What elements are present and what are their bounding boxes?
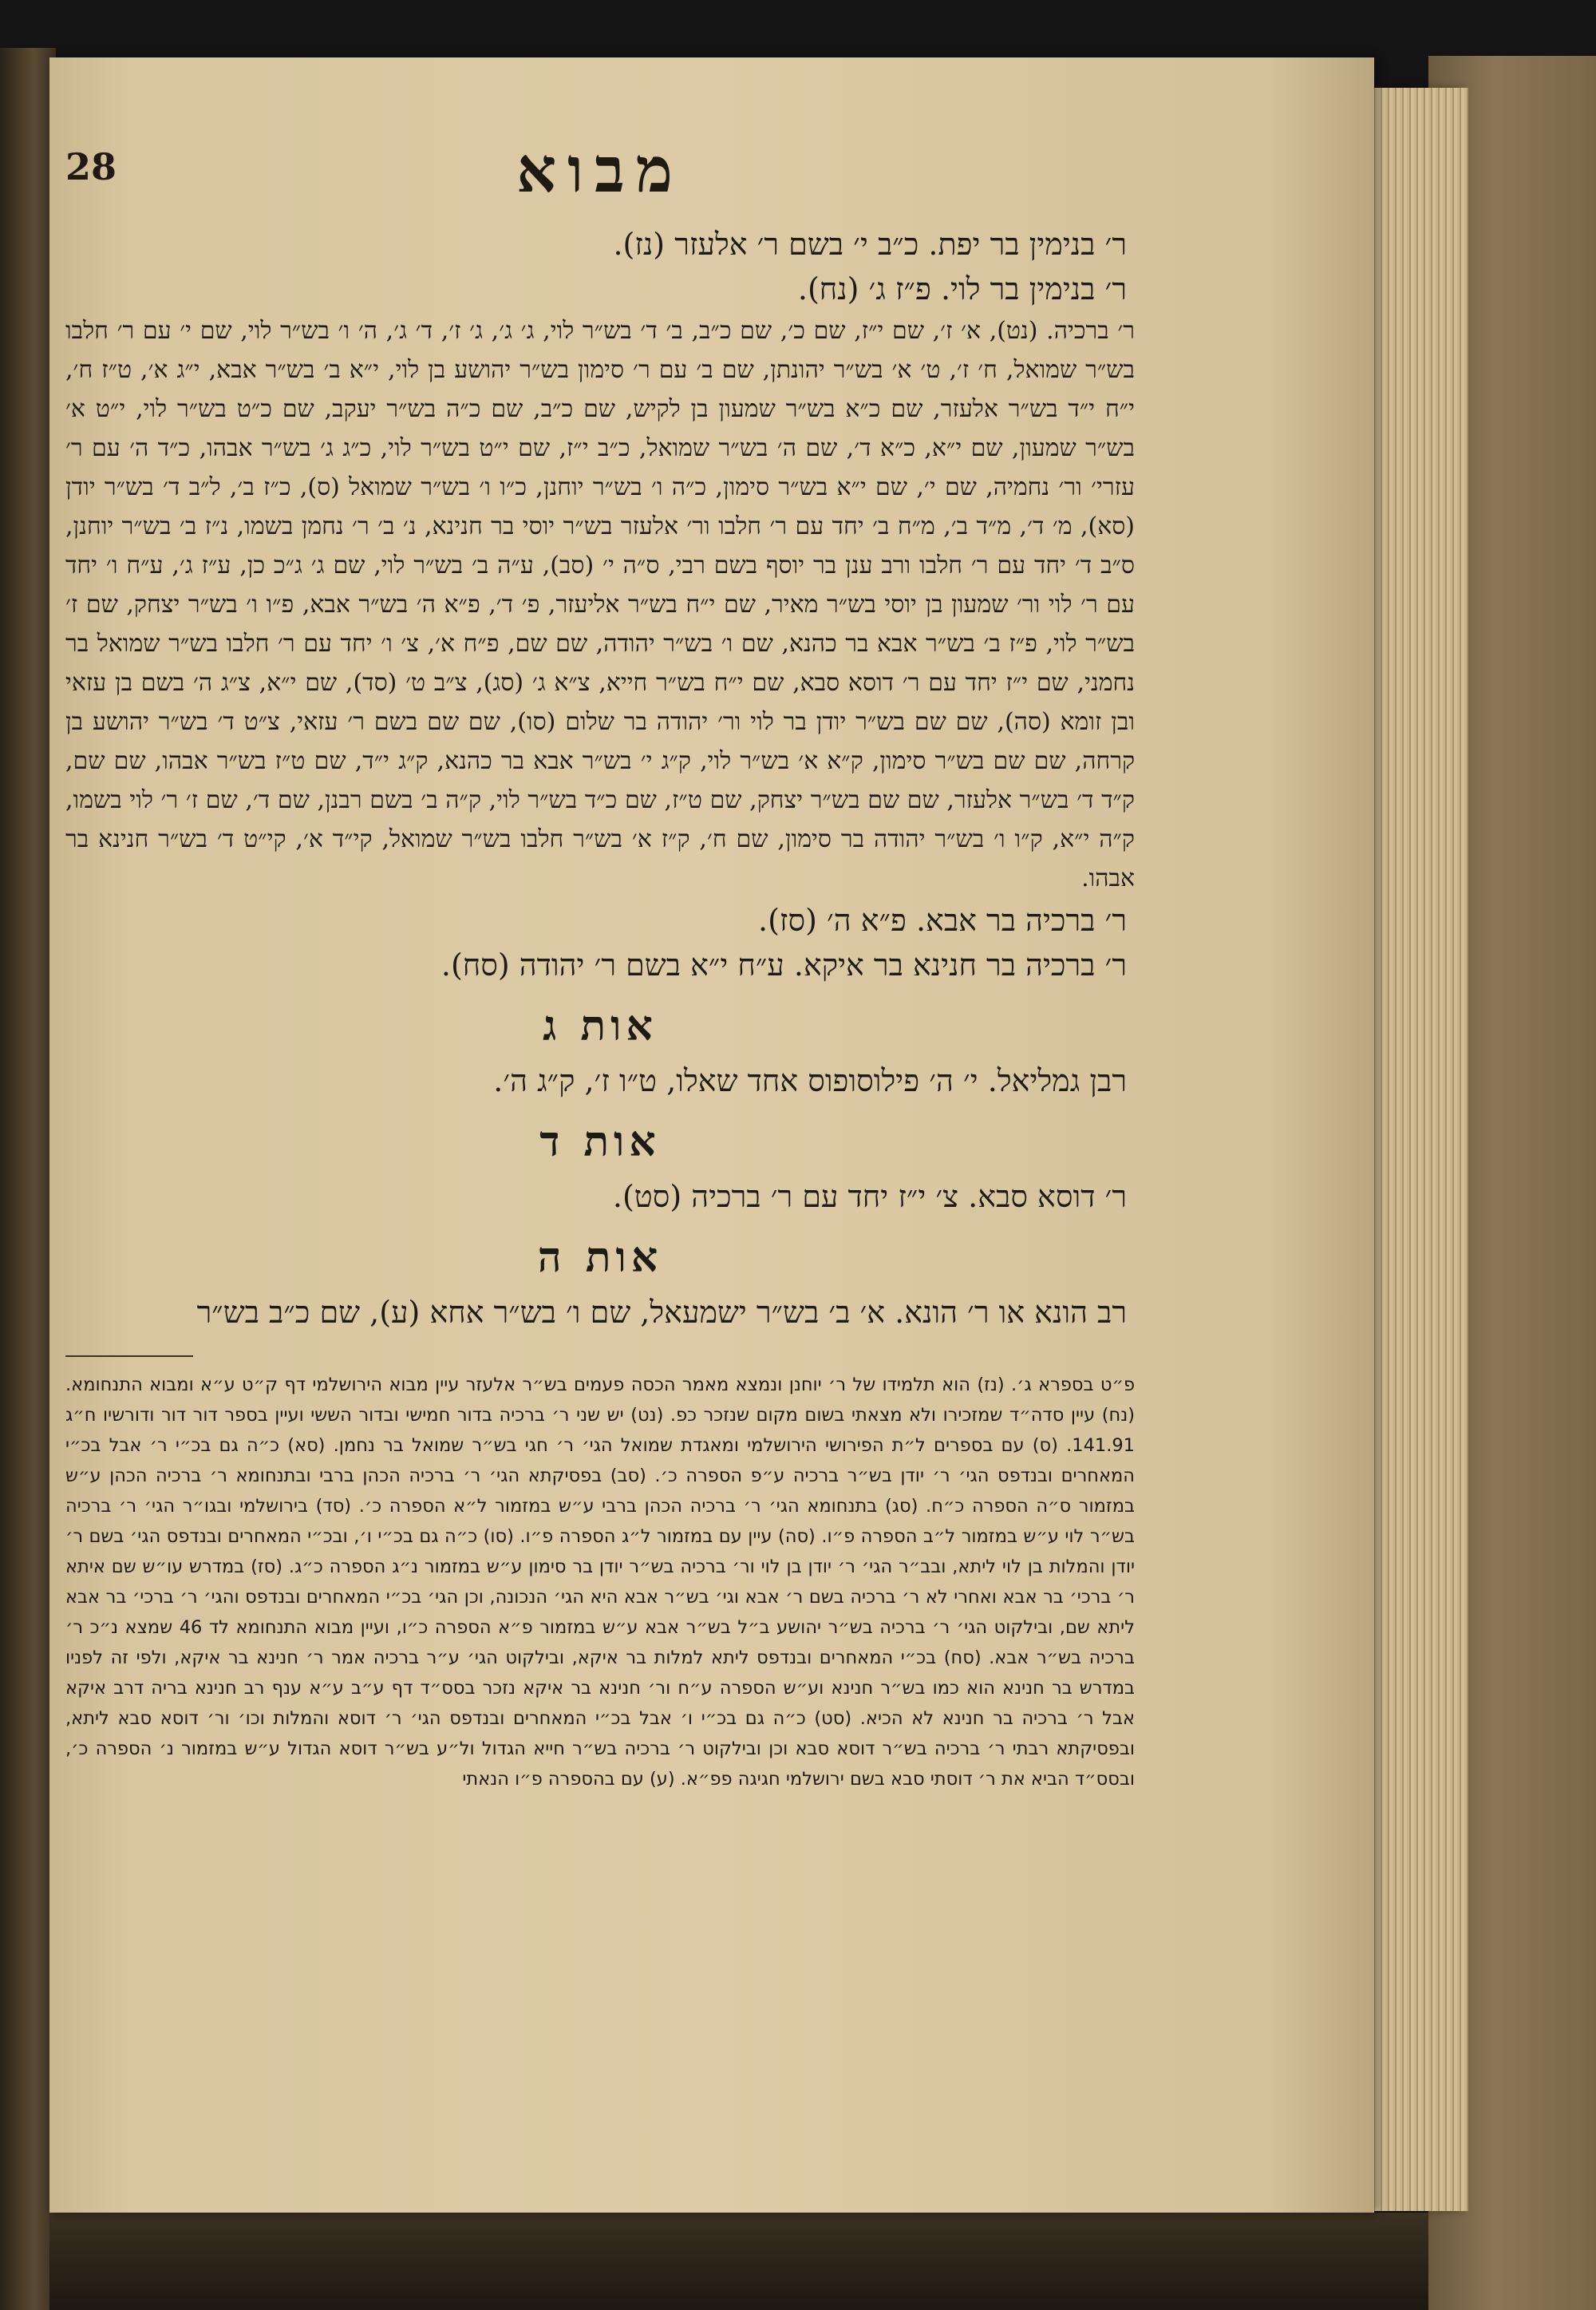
entry-line: ר׳ בנימין בר יפת. כ״ב י׳ בשם ר׳ אלעזר (נז). bbox=[613, 227, 1127, 262]
entry-line: רבן גמליאל. י׳ ה׳ פילוסופוס אחד שאלו, ט״ו ז׳, ק״ג ה׳. bbox=[493, 1063, 1127, 1098]
entry-berekhia: ר׳ ברכיה. (נט), א׳ ז׳, שם י״ז, שם כ׳, שם כ״ב, ב׳ ד׳ בש״ר לוי, ג׳ ג׳, ג׳ ז׳, ד׳ ג׳, ה׳ ו׳ בש״ר לוי, שם י׳ עם ר׳ חלבו בש״ר שמואל, ח׳ ז׳, ט׳ א׳ בש״ר יהונתן, שם ב׳ עם ר׳ סימון בש״ר יהושע בן לוי, י״א ב׳ בש״ר אבא, י״ג א׳, ט״ז ח׳, י״ח י״ד בש״ר אלעזר, שם כ״א בש״ר שמעון בן לקיש, שם כ״ב, שם כ״ה בש״ר יעקב, שם כ״ט בש״ר לוי, י״ט א׳ בש״ר שמעון, שם י״א, כ״א ד׳, שם ה׳ בש״ר שמואל, כ״ב י״ז, שם י״ט בש״ר לוי, כ״ג ג׳ בש״ר אבהו, כ״ד ה׳ עם ר׳ עזרי׳ ור׳ נחמיה, שם י׳, שם י״א בש״ר סימון, כ״ה ו׳ בש״ר יוחנן, כ״ו ו׳ בש״ר שמואל (ס), כ״ז ב׳, ל״ב ד׳ בש״ר יודן (סא), מ׳ ד׳, מ״ד ב׳, מ״ח ב׳ יחד עם ר׳ חלבו ור׳ אלעזר בש״ר יוסי בר חנינא, נ׳ ב׳ ר׳ נחמן בשמו, נ״ז ב׳ בש״ר יוחנן, ס״ב ד׳ יחד עם ר׳ חלבו ורב ענן בר יוסף בשם רבי, ס״ה י׳ (סב), ע״ה ב׳ בש״ר לוי, שם ג׳ ג״כ כן, ע״ז ג׳, ע״ח ו׳ יחד עם ר׳ לוי ור׳ שמעון בן יוסי בש״ר מאיר, שם י״ח בש״ר אליעזר, פ׳ ד׳, פ״א ה׳ בש״ר אבא, פ״ו ו׳ בש״ר יצחק, שם ז׳ בש״ר לוי, פ״ז ב׳ בש״ר אבא בר כהנא, שם ו׳ בש״ר יהודה, שם שם, פ״ח א׳, צ׳ ו׳ יחד עם ר׳ חלבו בש״ר שמואל בר נחמני, שם י״ז יחד עם ר׳ דוסא סבא, שם י״ח בש״ר חייא, צ״א ג׳ (סג), צ״ב ט׳ (סד), שם י״א, צ״ג ה׳ בשם בן עזאי ובן זומא (סה), שם שם בש״ר יודן בר לוי ור׳ יהודה בר שלום (סו), שם שם בשם ר׳ עזאי, צ״ט ד׳ בש״ר יהושע בן קרחה, שם שם בש״ר סימון, ק״א א׳ בש״ר לוי, ק״ג י׳ בש״ר אבא בר כהנא, ק״ג י״ד, שם ט״ז בש״ר אבהו, שם שם, ק״ד ד׳ בש״ר אלעזר, שם שם בש״ר יצחק, שם ט״ז, שם כ״ד בש״ר לוי, ק״ה ב׳ בשם רבנן, שם ד׳, שם ז׳ ר׳ לוי בשמו, ק״ה י״א, ק״ו ו׳ בש״ר יהודה בר סימון, שם ח׳, ק״ז א׳ בש״ר חלבו בש״ר שמואל, קי״ד א׳, קי״ט ד׳ בש״ר חנינא בר אבהו. bbox=[65, 317, 1135, 892]
entry-line: רב הונא או ר׳ הונא. א׳ ב׳ בש״ר ישמעאל, שם ו׳ בש״ר אחא (ע), שם כ״ב בש״ר bbox=[196, 1295, 1127, 1330]
entry-line: ר׳ ברכיה בר חנינא בר איקא. ע״ח י״א בשם ר׳ יהודה (סח). bbox=[440, 947, 1127, 983]
entry-line: ר׳ דוסא סבא. צ׳ י״ז יחד עם ר׳ ברכיה (סט). bbox=[612, 1179, 1127, 1214]
footnotes: פ״ט בספרא ג׳. (נז) הוא תלמידו של ר׳ יוחנן ונמצא מאמר הכסה פעמים בש״ר אלעזר עיין מבוא הירושלמי דף ק״ט ע״א ומבוא התנחומא. (נח) עיין סדה״ד שמזכירו ולא מצאתי בשום מקום שנזכר כפ. (נט) יש שני ר׳ ברכיה בדור חמישי ובדור הששי ועיין בספר דור דור ודורשיו ח״ג 141.91. (ס) עם בספרים ל״ת הפירושי הירושלמי ומאגדת שמואל הגי׳ ר׳ חגי בש״ר שמואל בר נחמן. (סא) כ״ה גם בכ״י ר׳ אבל בכ״י המאחרים ובנדפס הגי׳ ר׳ יודן בש״ר ברכיה ע״פ הספרה כ׳. (סב) בפסיקתא הגי׳ ר׳ ברכיה הכהן ברבי ובתנחומא ר׳ ברכיה הכהן ע״ש במזמור ס״ה הספרה כ״ח. (סג) בתנחומא הגי׳ ר׳ ברכיה הכהן ברבי ע״ש במזמור ל״א הספרה כ׳. (סד) בירושלמי ובגו״ר הגי׳ ר׳ ברכיה בש״ר לוי ע״ש במזמור ל״ב הספרה פ״ו. (סה) עיין עם במזמור ל״ג הספרה פ״ו. (סו) כ״ה גם בכ״י ו׳, ובכ״י המאחרים ובנדפס הגי׳ בשם ר׳ יודן והמלות בן לוי ליתא, ובב״ר הגי׳ ר׳ יודן בן לוי ור׳ ברכיה בש״ר יודן בר סימון ע״ש במזמור נ״ג הספרה כ״ג. (סז) במדרש עו״ש שם איתא ר׳ ברכי׳ בר אבא ואחרי לא ר׳ ברכיה בשם ר׳ אבא וגי׳ בש״ר אבא היא הגי׳ הנכונה, וכן הגי׳ בכ״י המאחרים ובנדפס והגי׳ ר׳ ברכי׳ בר אבא ליתא שם, ובילקוט הגי׳ ר׳ ברכיה בש״ר יהושע ב״ל בש״ר אבא ע״ש במזמור פ״א הספרה כ״ו, ועיין מבוא התנחומא לד 46 שמצא נ״כ ר׳ ברכיה בש״ר אבא. (סח) בכ״י המאחרים ובנדפס ליתא למלות בר איקא, ובילקוט הגי׳ ע״ר ברכיה אמר ר׳ חנינא בר איקא, ולפי זה לפניו במדרש בר חנינא הוא כמו בש״ר חנינא וע״ש הספרה ע״ח ור׳ חנינא בר איקא נזכר בסס״ד דף ע״ב ע״א ענף רב חנינא בריה דרב איקא אבל ר׳ ברכיה בר חנינא לא הכיא. (סט) כ״ה גם בכ״י ו׳ אבל בכ״י המאחרים ובנדפס הגי׳ ר׳ דוסא והמלות וכו׳ ור׳ דוסא סבא ליתא, ובפסיקתא רבתי ר׳ ברכיה בש״ר דוסא סבא וכן ובילקוט ר׳ ברכיה בש״ר חייא הגדול ול״ע בש״ר דוסא הגדול ע״ש במזמור נ׳ הספרה כ׳, ובסס״ד הביא את ר׳ דוסתי סבא בשם ירושלמי חגיגה פפ״א. (ע) עם בהספרה פ״ו הנאתי bbox=[65, 1375, 1135, 1790]
page-content bbox=[65, 134, 1135, 1794]
entry-line: ר׳ ברכיה בר אבא. פ״א ה׳ (סז). bbox=[758, 903, 1127, 938]
page-header bbox=[65, 134, 1135, 222]
running-title: מבוא bbox=[516, 134, 684, 207]
book-bottom-edge bbox=[49, 2213, 1428, 2310]
footnote-divider bbox=[65, 1355, 193, 1357]
entry-line: ר׳ בנימין בר לוי. פ״ז ג׳ (נח). bbox=[797, 271, 1127, 307]
section-heading: אות ד bbox=[539, 1117, 661, 1166]
book-cover-left bbox=[0, 48, 56, 2310]
section-heading: אות ה bbox=[537, 1233, 663, 1282]
section-heading: אות ג bbox=[543, 1002, 658, 1050]
page-number: 28 bbox=[65, 145, 117, 188]
